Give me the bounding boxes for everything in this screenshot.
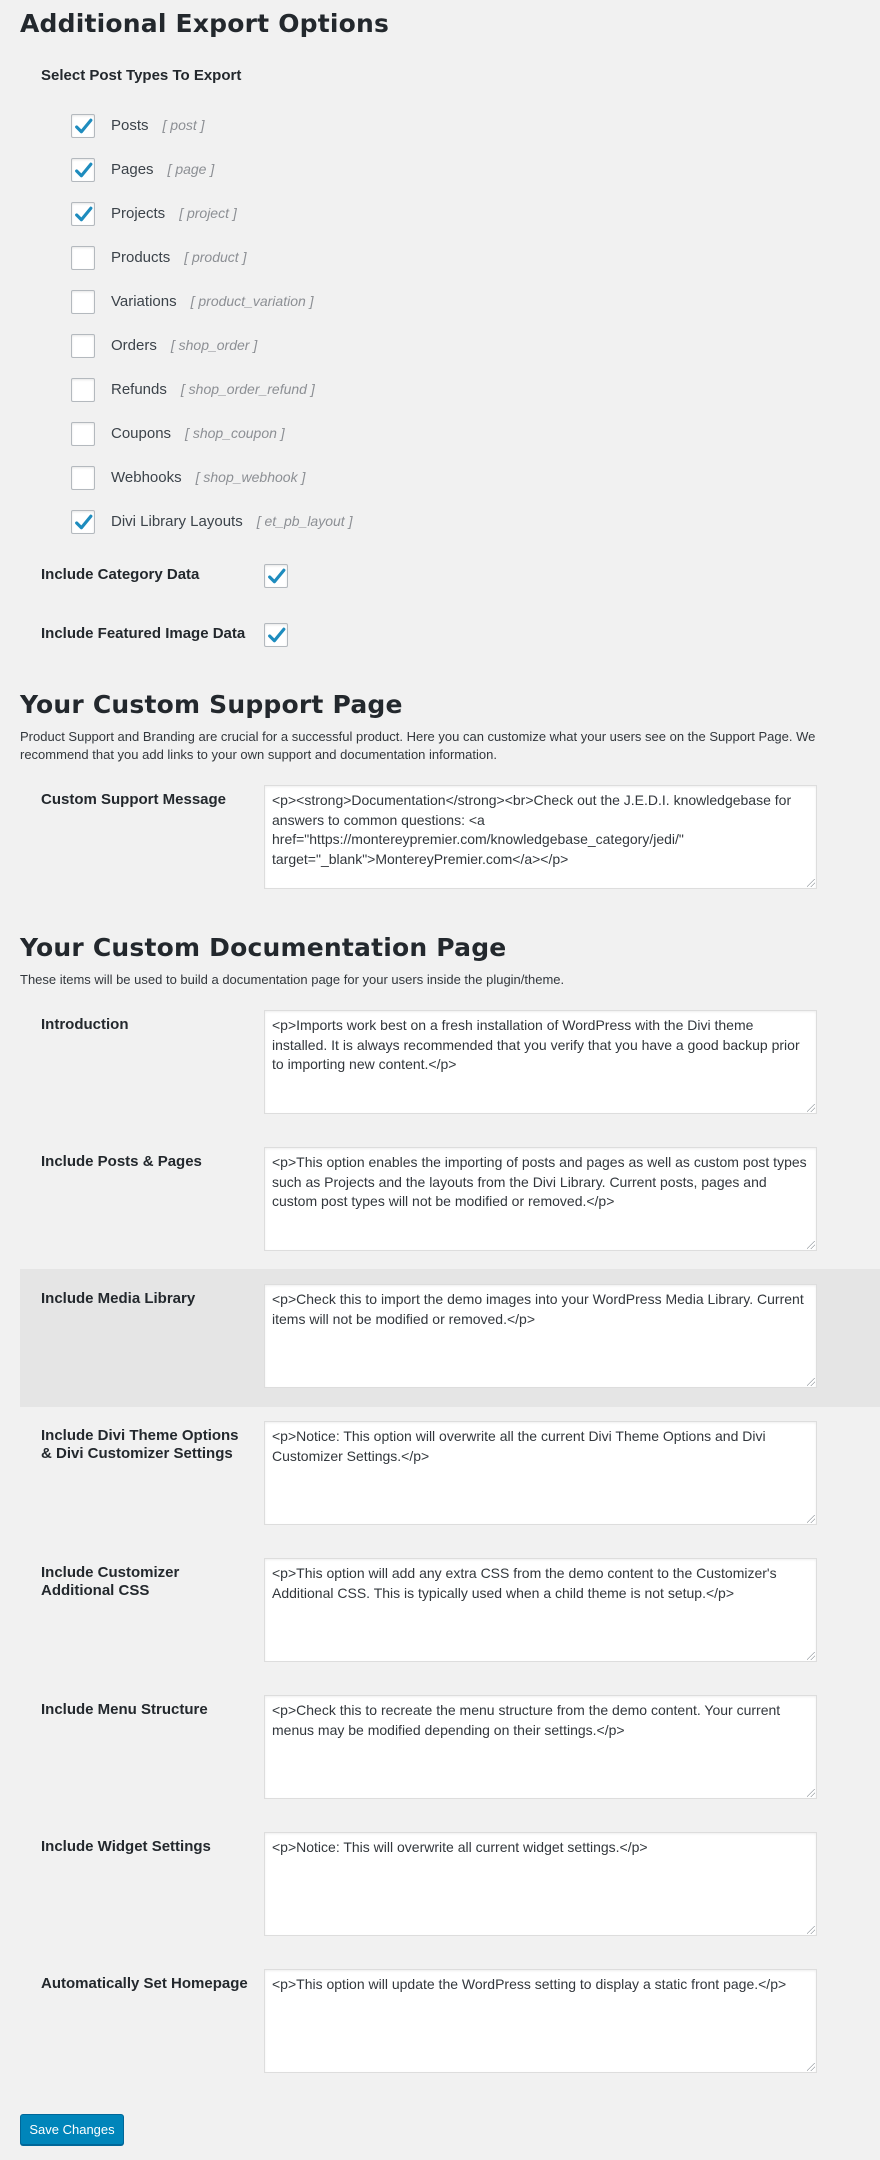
checkmark-icon: [73, 204, 94, 225]
post-type-slug: [ product_variation ]: [190, 293, 314, 309]
post-type-webhooks: [111, 468, 305, 487]
include-category-label: Include Category Data: [41, 566, 200, 583]
post-type-slug: [ page ]: [167, 161, 215, 177]
post-type-slug: [ et_pb_layout ]: [256, 513, 353, 529]
post-type-variations: [111, 292, 314, 311]
documentation-page-title: Your Custom Documentation Page: [20, 933, 507, 962]
support-page-title: Your Custom Support Page: [20, 690, 403, 719]
post-type-refunds: [111, 380, 315, 399]
checkbox-pages[interactable]: [71, 158, 95, 182]
post-type-slug: [ shop_webhook ]: [195, 469, 306, 485]
documentation-description: These items will be used to build a documentation page for your users inside the plugin/theme.: [20, 972, 565, 987]
post-type-name: Coupons: [111, 425, 172, 442]
checkbox-orders[interactable]: [71, 334, 95, 358]
post-type-name: Variations: [111, 293, 177, 310]
post-type-posts: [111, 116, 205, 135]
checkbox-coupons[interactable]: [71, 422, 95, 446]
checkbox-projects[interactable]: [71, 202, 95, 226]
post-type-slug: [ project ]: [179, 205, 237, 221]
include-customizer-css-label: Include Customizer Additional CSS: [41, 1564, 180, 1599]
checkmark-icon: [73, 160, 94, 181]
include-menu-structure-textarea[interactable]: <p>Check this to recreate the menu structure from the demo content. Your current menus may be modified depending on their settings.</p>: [264, 1695, 817, 1799]
checkmark-icon: [73, 116, 94, 137]
post-type-slug: [ shop_order_refund ]: [180, 381, 315, 397]
checkbox-webhooks[interactable]: [71, 466, 95, 490]
post-type-name: Projects: [111, 205, 166, 222]
support-message-textarea[interactable]: <p><strong>Documentation</strong><br>Check out the J.E.D.I. knowledgebase for answers to common questions: <a href="https://montereypremier.com/knowledgebase_category/jedi/" target="_blank">MontereyPremier.com</a></p>: [264, 785, 817, 889]
post-type-slug: [ product ]: [184, 249, 247, 265]
introduction-textarea[interactable]: <p>Imports work best on a fresh installation of WordPress with the Divi theme installed. It is always recommended that you verify that you have a good backup prior to importing new content.</p>: [264, 1010, 817, 1114]
post-type-name: Refunds: [111, 381, 167, 398]
include-menu-structure-label: Include Menu Structure: [41, 1701, 208, 1718]
post-type-pages: [111, 160, 214, 179]
post-type-orders: [111, 336, 257, 355]
checkmark-icon: [73, 512, 94, 533]
support-message-label: Custom Support Message: [41, 791, 227, 808]
checkmark-icon: [266, 625, 287, 646]
post-type-projects: [111, 204, 237, 223]
introduction-label: Introduction: [41, 1016, 129, 1033]
include-customizer-css-textarea[interactable]: <p>This option will add any extra CSS from the demo content to the Customizer's Additional CSS. This is typically used when a child theme is not setup.</p>: [264, 1558, 817, 1662]
include-posts-pages-label: Include Posts & Pages: [41, 1153, 202, 1170]
include-featured-image-label: Include Featured Image Data: [41, 625, 246, 642]
include-media-library-textarea[interactable]: <p>Check this to import the demo images into your WordPress Media Library. Current items will not be modified or removed.</p>: [264, 1284, 817, 1388]
set-homepage-label: Automatically Set Homepage: [41, 1975, 248, 1992]
post-type-name: Products: [111, 249, 171, 266]
include-posts-pages-textarea[interactable]: <p>This option enables the importing of posts and pages as well as custom post types such as Projects and the layouts from the Divi Library. Current posts, pages and custom post types will not be modified or removed.</p>: [264, 1147, 817, 1251]
post-types-label: Select Post Types To Export: [41, 67, 242, 84]
checkbox-include-featured-image[interactable]: [264, 623, 288, 647]
post-type-products: [111, 248, 246, 267]
post-type-name: Posts: [111, 117, 149, 134]
post-type-name: Webhooks: [111, 469, 182, 486]
include-divi-theme-options-label: Include Divi Theme Options & Divi Customizer Settings: [41, 1427, 239, 1462]
checkbox-products[interactable]: [71, 246, 95, 270]
include-divi-theme-options-textarea[interactable]: <p>Notice: This option will overwrite all the current Divi Theme Options and Divi Customizer Settings.</p>: [264, 1421, 817, 1525]
checkbox-refunds[interactable]: [71, 378, 95, 402]
include-media-library-label: Include Media Library: [41, 1290, 196, 1307]
include-widget-settings-textarea[interactable]: <p>Notice: This will overwrite all current widget settings.</p>: [264, 1832, 817, 1936]
include-widget-settings-label: Include Widget Settings: [41, 1838, 211, 1855]
checkbox-posts[interactable]: [71, 114, 95, 138]
post-type-slug: [ shop_coupon ]: [185, 425, 285, 441]
export-options-title: Additional Export Options: [20, 9, 390, 38]
checkbox-include-category[interactable]: [264, 564, 288, 588]
post-type-slug: [ shop_order ]: [170, 337, 258, 353]
set-homepage-textarea[interactable]: <p>This option will update the WordPress setting to display a static front page.</p>: [264, 1969, 817, 2073]
save-changes-button[interactable]: Save Changes: [20, 2114, 124, 2145]
post-type-name: Divi Library Layouts: [111, 513, 243, 530]
checkbox-divi-library-layouts[interactable]: [71, 510, 95, 534]
checkbox-variations[interactable]: [71, 290, 95, 314]
post-type-slug: [ post ]: [162, 117, 205, 133]
post-type-divi-library-layouts: [111, 512, 352, 531]
support-description: Product Support and Branding are crucial for a successful product. Here you can customize what your users see on the Support Page. We recommend that you add links to your own support and documentation information.: [20, 729, 816, 762]
post-type-name: Pages: [111, 161, 154, 178]
post-type-name: Orders: [111, 337, 157, 354]
post-type-coupons: [111, 424, 285, 443]
checkmark-icon: [266, 566, 287, 587]
